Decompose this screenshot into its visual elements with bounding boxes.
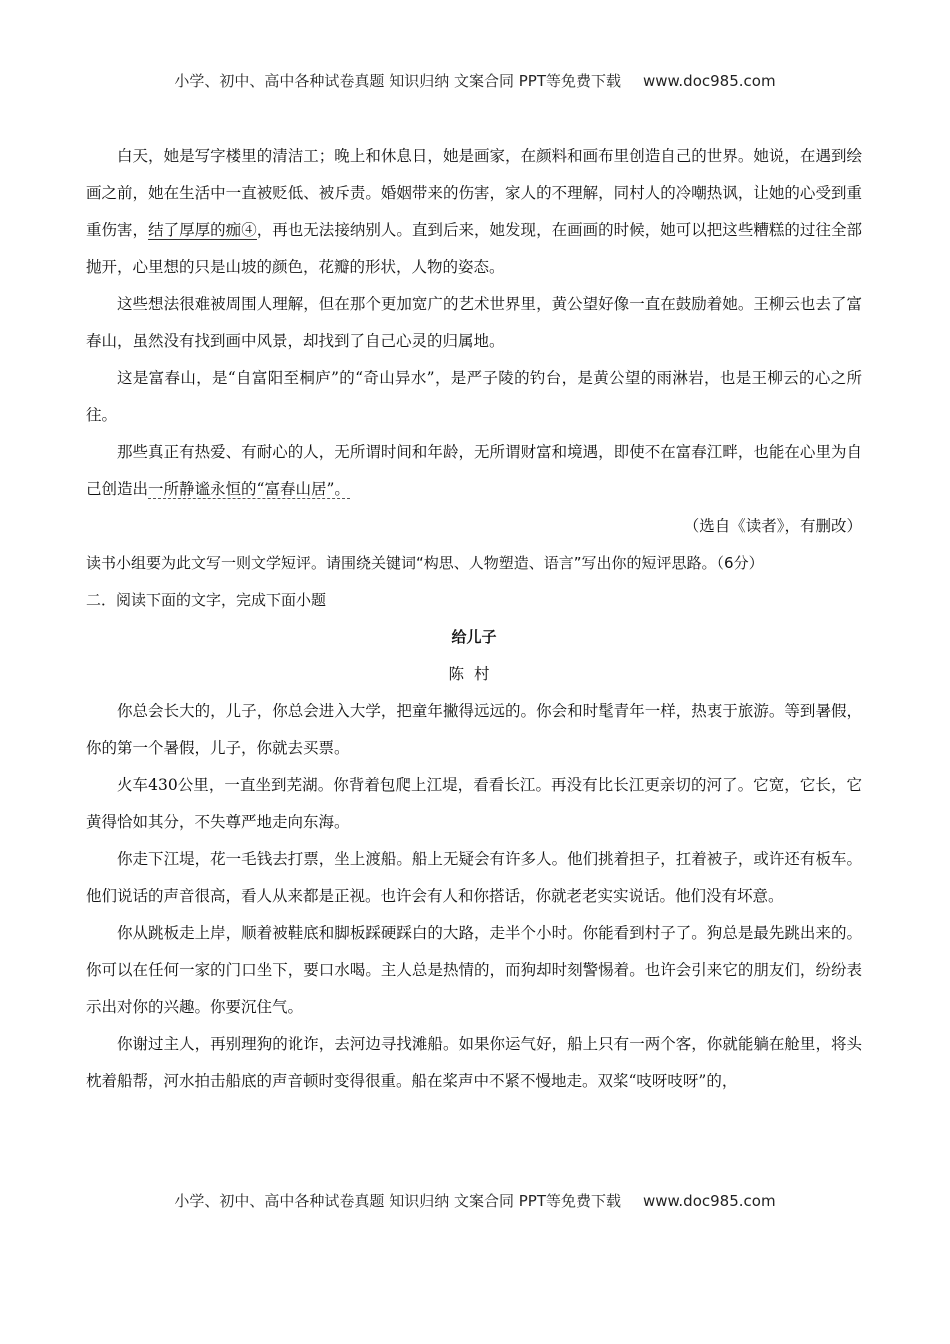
- section-2-heading: 二．阅读下面的文字，完成下面小题: [86, 591, 327, 609]
- poem-title: 给儿子: [451, 628, 497, 646]
- page-header: [0, 70, 950, 91]
- section2-paragraph-4: 你从跳板走上岸，顺着被鞋底和脚板踩硬踩白的大路，走半个小时。你能看到村子了。狗总是最先跳出来的。你可以在任何一家的门口坐下，要口水喝。主人总是热情的，而狗却时刻警惕着。也许会引来它的朋友们，纷纷表示出对你的兴趣。你要沉住气。: [86, 924, 862, 1016]
- document-body: [86, 138, 862, 1100]
- header-site-link[interactable]: www.doc985.com: [642, 72, 776, 90]
- section2-paragraph-5: 你谢过主人，再别理狗的讹诈，去河边寻找滩船。如果你运气好，船上只有一两个客，你就能躺在舱里，将头枕着船帮，河水拍击船底的声音顿时变得很重。船在桨声中不紧不慢地走。双桨“吱呀吱呀”的，: [86, 1035, 862, 1090]
- passage1-source: （选自《读者》，有删改）: [683, 517, 862, 535]
- passage1-para1-text-b: ，再也无法接纳别人。直到后来，她发现，在画画的时候，她可以把这些糟糕的过往全部抛开，心里想的只是山坡的颜色，花瓣的形状，人物的姿态。: [86, 221, 862, 276]
- section2-paragraph-3: 你走下江堤，花一毛钱去打票，坐上渡船。船上无疑会有许多人。他们挑着担子，扛着被子，或许还有板车。他们说话的声音很高，看人从来都是正视。也许会有人和你搭话，你就老老实实说话。他们没有坏意。: [86, 850, 862, 905]
- wavy-underlined-phrase: 一所静谧永恒的“富春山居”。: [148, 480, 350, 498]
- underlined-phrase-4: 结了厚厚的痂④: [148, 221, 257, 239]
- passage1-paragraph-2: 这些想法很难被周围人理解，但在那个更加宽广的艺术世界里，黄公望好像一直在鼓励着她。王柳云也去了富春山，虽然没有找到画中风景，却找到了自己心灵的归属地。: [86, 295, 862, 350]
- section2-paragraph-1: 你总会长大的，儿子，你总会进入大学，把童年撇得远远的。你会和时髦青年一样，热衷于旅游。等到暑假，你的第一个暑假，儿子，你就去买票。: [86, 702, 862, 757]
- section2-paragraph-2: 火车430公里，一直坐到芜湖。你背着包爬上江堤，看看长江。再没有比长江更亲切的河了。它宽，它长，它黄得恰如其分，不失尊严地走向东海。: [86, 776, 862, 831]
- passage1-paragraph-3: 这是富春山，是“自富阳至桐庐”的“奇山异水”，是严子陵的钓台，是黄公望的雨淋岩，也是王柳云的心之所往。: [86, 369, 862, 424]
- footer-text: 小学、初中、高中各种试卷真题 知识归纳 文案合同 PPT等免费下载: [174, 1192, 621, 1210]
- passage1-para4-text: 那些真正有热爱、有耐心的人，无所谓时间和年龄，无所谓财富和境遇，即使不在富春江畔，也能在心里为自己创造出: [86, 443, 862, 498]
- footer-site-link[interactable]: www.doc985.com: [642, 1192, 776, 1210]
- passage1-paragraph-4: [86, 434, 862, 508]
- question-1: 读书小组要为此文写一则文学短评。请围绕关键词“构思、人物塑造、语言”写出你的短评思路。（6分）: [86, 554, 764, 572]
- passage1-para1-text-a: 白天，她是写字楼里的清洁工；晚上和休息日，她是画家，在颜料和画布里创造自己的世界。她说，在遇到绘画之前，她在生活中一直被贬低、被斥责。婚姻带来的伤害，家人的不理解，同村人的冷嘲热讽，让她的心受到重重伤害，: [86, 147, 862, 239]
- passage1-paragraph-1: [86, 138, 862, 286]
- page-footer: [0, 1190, 950, 1211]
- poem-author: 陈村: [448, 665, 500, 683]
- header-text: 小学、初中、高中各种试卷真题 知识归纳 文案合同 PPT等免费下载: [174, 72, 621, 90]
